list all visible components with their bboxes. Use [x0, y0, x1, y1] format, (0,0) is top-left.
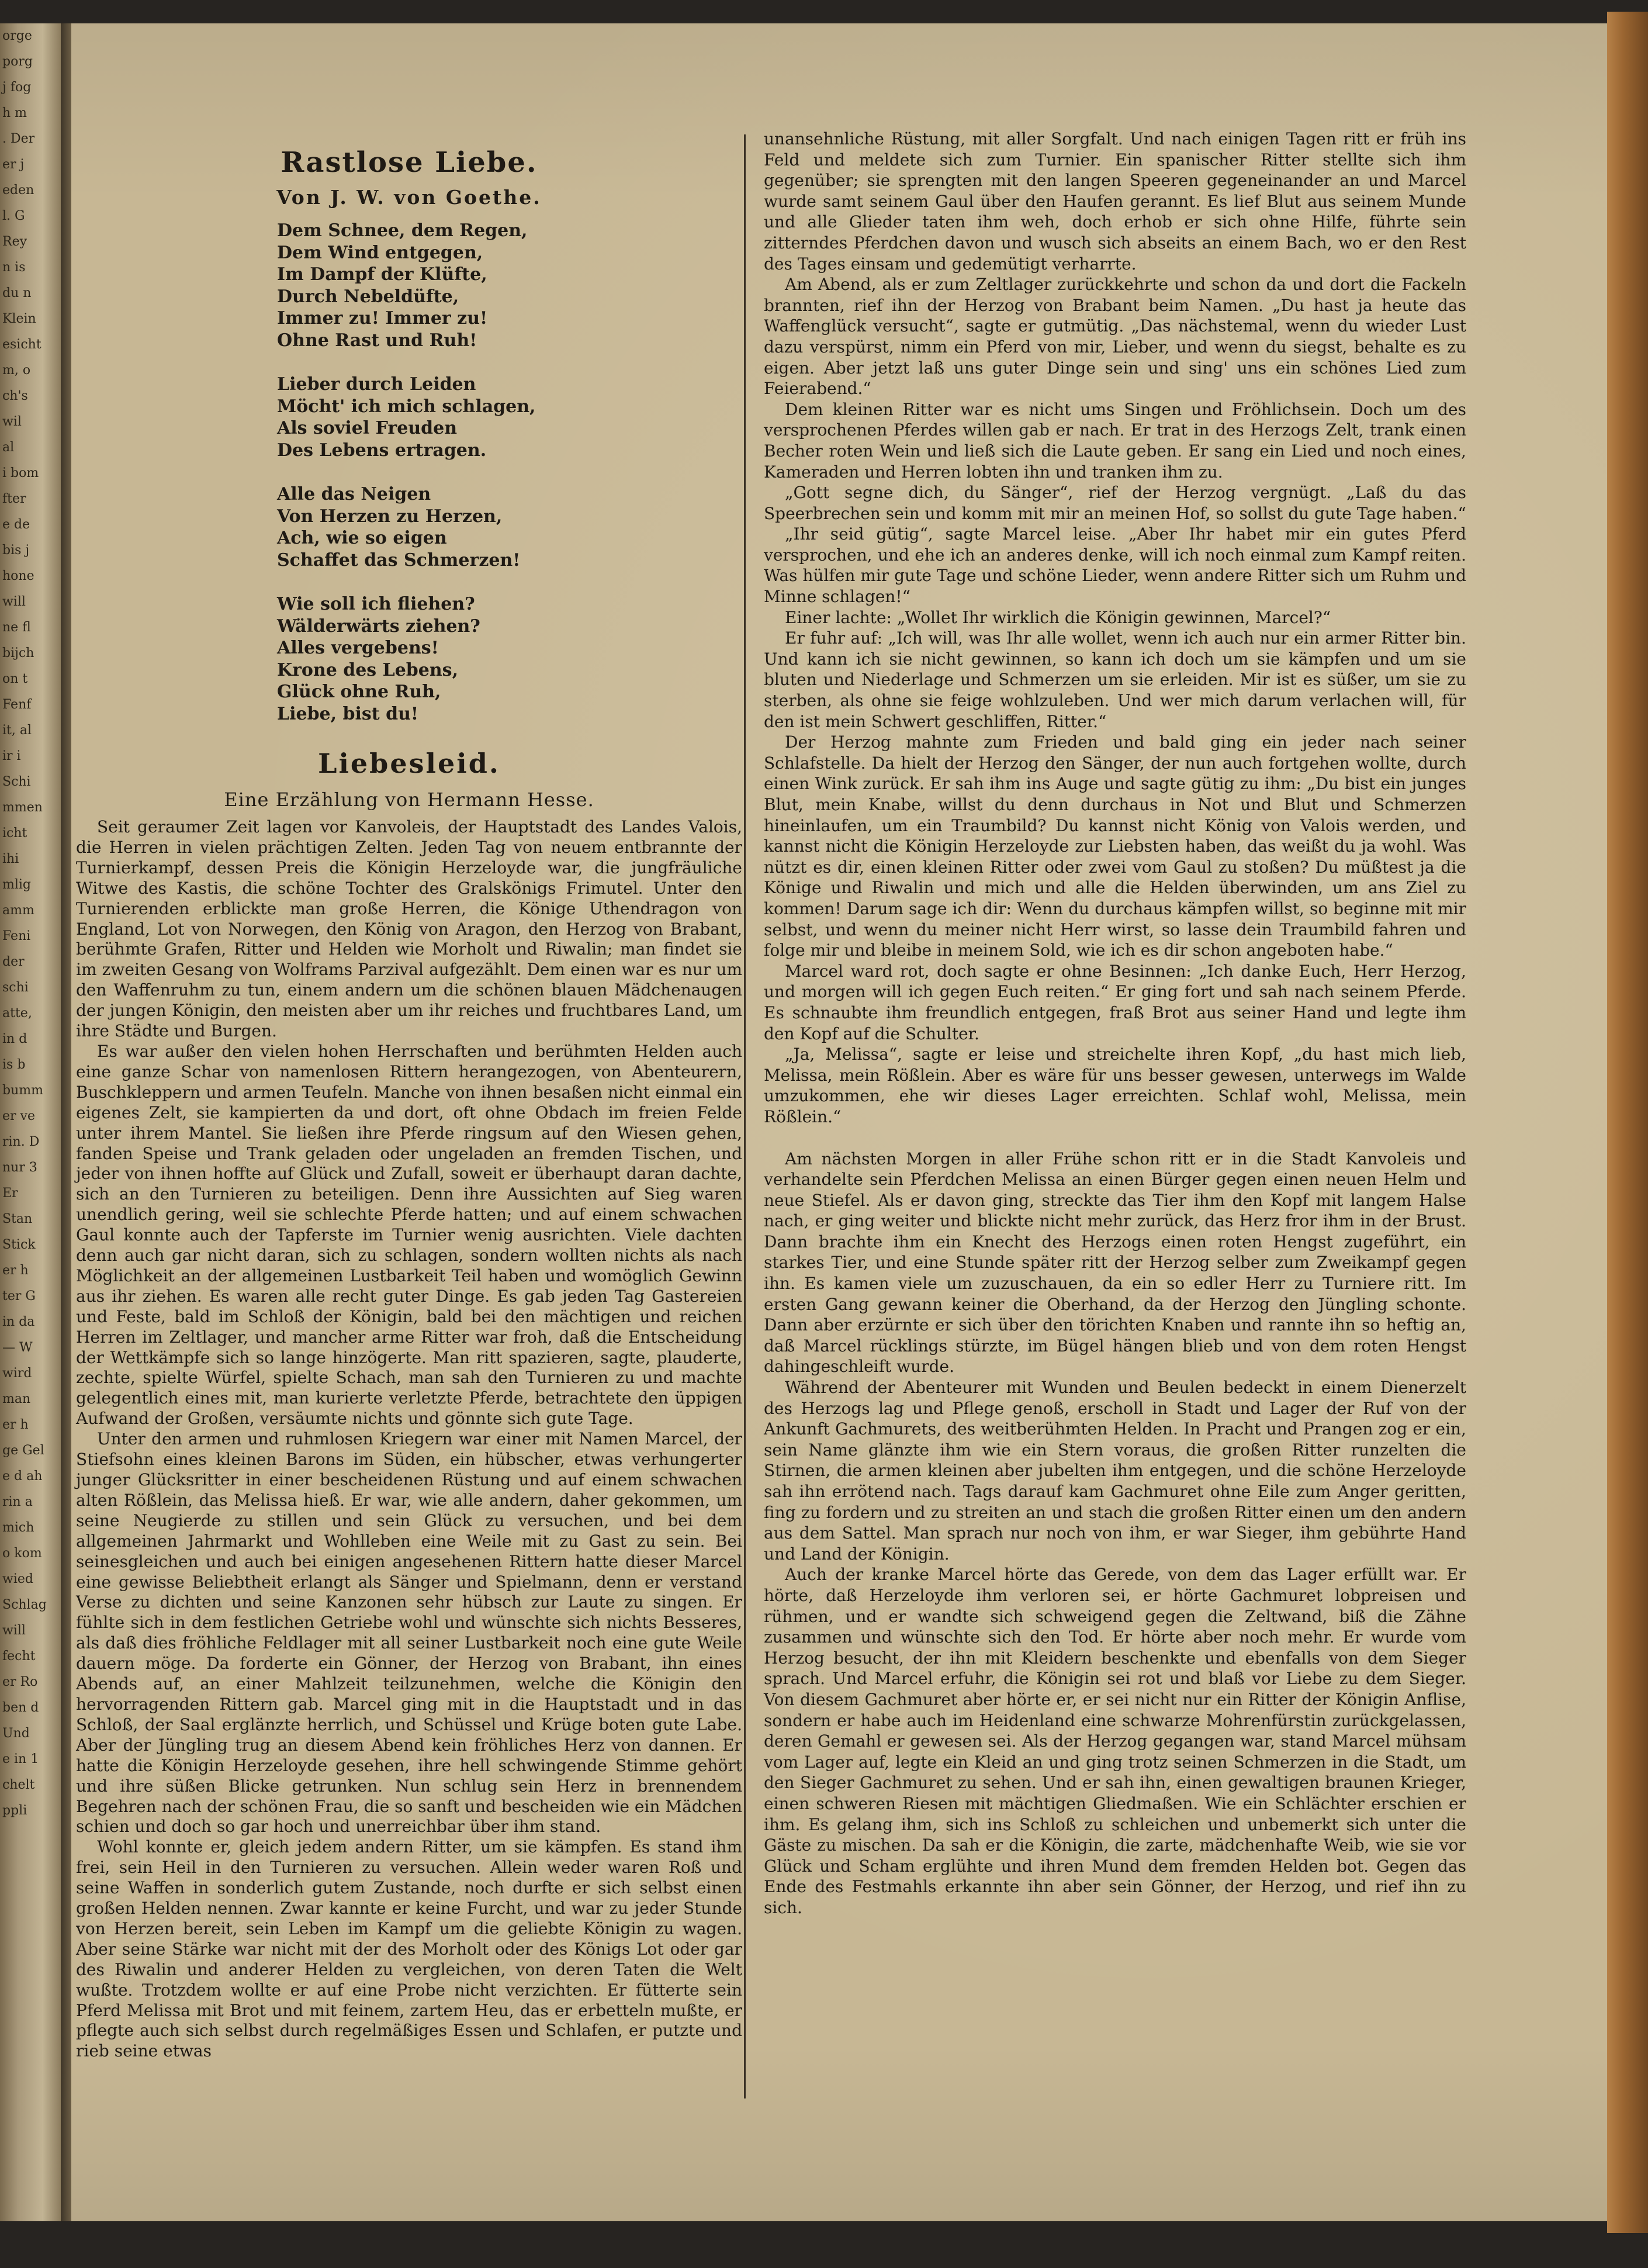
section-gap — [764, 1128, 1466, 1149]
prev-page-fragment: al — [2, 440, 15, 455]
poem-verse: Glück ohne Ruh, — [277, 682, 441, 702]
poem-verse: Dem Wind entgegen, — [277, 242, 483, 263]
prev-page-fragment: mich — [2, 1520, 34, 1535]
prev-page-fragment: rin. D — [2, 1135, 40, 1149]
prev-page-fragment: Stick — [2, 1237, 36, 1252]
poem-verse: Alle das Neigen — [277, 484, 431, 504]
prev-page-fragment: will — [2, 1623, 26, 1638]
prev-page-fragment: is b — [2, 1057, 26, 1072]
prev-page-fragment: er h — [2, 1418, 29, 1432]
prev-page-fragment: wil — [2, 414, 22, 429]
prev-page-fragment: e in 1 — [2, 1752, 39, 1766]
poem-author: Von J. W. von Goethe. — [276, 186, 542, 209]
prev-page-fragment: bumm — [2, 1083, 43, 1098]
poem-verse: Krone des Lebens, — [277, 659, 459, 680]
story-subtitle: Eine Erzählung von Hermann Hesse. — [224, 789, 594, 811]
story-paragraph: Unter den armen und ruhmlosen Kriegern war einer mit Namen Marcel, der Stiefsohn eines kleinen Barons im Süden, ein hübscher, etwas verhungerter junger Glücksritter in einer bescheidenen Rüstung und auf einem schwachen alten Rößlein, das Melissa hieß. Er war, wie alle andern, daher gekommen, um seine Neugierde zu stillen und sein Glück zu versuchen, und bei dem allgemeinen Jahrmarkt und Wohlleben eine Weile mit zu Gast zu sein. Bei seinesgleichen und auch bei einigen angesehenen Rittern hatte dieser Marcel eine gewisse Beliebtheit erlangt als Sänger und Spielmann, denn er verstand Verse zu dichten und seine Kanzonen sehr hübsch zur Laute zu singen. Er fühlte sich in dem festlichen Getriebe wohl und wünschte sich nichts Besseres, als daß dies fröhliche Feldlager mit all seiner Lustbarkeit noch eine gute Weile dauern möge. Da forderte ein Gönner, der Herzog von Brabant, ihn eines Abends auf, an einer Mahlzeit teilzunehmen, welche die Königin den hervorragenden Rittern gab. Marcel ging mit in die Hauptstadt und in das Schloß, der Saal erglänzte herrlich, und Schüssel und Krüge boten gute Labe. Aber der Jüngling trug an diesem Abend kein fröhliches Herz von dannen. Er hatte die Königin Herzeloyde gesehen, ihre hell schwingende Stimme gehört und ihre süßen Blicke getrunken. Nun schlug sein Herz in brennendem Begehren nach der schönen Frau, die so sanft und bescheiden wie ein Mädchen schien und doch so gar hoch und unerreichbar über ihm stand. — [76, 1429, 742, 1837]
prev-page-fragment: hone — [2, 569, 34, 583]
poem-verse: Dem Schnee, dem Regen, — [277, 220, 528, 241]
prev-page-fragment: rin a — [2, 1495, 33, 1509]
prev-page-fragment: l. G — [2, 209, 25, 223]
story-paragraph: Einer lachte: „Wollet Ihr wirklich die Königin gewinnen, Marcel?“ — [785, 607, 1331, 627]
story-paragraph: „Ja, Melissa“, sagte er leise und streichelte ihren Kopf, „du hast mich lieb, Melissa, mein Rößlein. Aber es wäre für uns besser gewesen, unterwegs im Walde umzukommen, ehe wir dieses Lager erreichten. Schlaf wohl, Melissa, mein Rößlein.“ — [764, 1045, 1466, 1126]
prev-page-fragment: ir i — [2, 749, 21, 763]
prev-page-fragment: icht — [2, 826, 27, 841]
poem-stanza — [277, 374, 742, 461]
prev-page-fragment: eden — [2, 183, 34, 198]
story-paragraph: Er fuhr auf: „Ich will, was Ihr alle wollet, wenn ich auch nur ein armer Ritter bin. Und kann ich sie nicht gewinnen, so kann ich doch um sie kämpfen und um sie bluten und Niederlage und Schmerzen um sie erleiden. Mir ist es süßer, um sie zu sterben, als ohne sie feige wohlzuleben. Und wer mich darum verlachen will, für den ist mein Schwert geschliffen, Ritter.“ — [764, 628, 1466, 731]
story-paragraph: Am nächsten Morgen in aller Frühe schon ritt er in die Stadt Kanvoleis und verhandelte sein Pferdchen Melissa an einen Bürger gegen einen neuen Helm und neue Stiefel. Als er davon ging, streckte das Tier ihm den Kopf mit langem Halse nach, er ging weiter und blickte nicht mehr zurück, das Herz fror ihm in der Brust. Dann brachte ihm ein Knecht des Herzogs einen roten Hengst zugeführt, ein starkes Tier, und eine Stunde später ritt der Herzog selber zum Zweikampf gegen ihn. Es kamen viele um zuzuschauen, da ein so edler Herr zu Turniere ritt. Im ersten Gang gewann keiner die Oberhand, da der Herzog den Jüngling schonte. Dann aber erzürnte er sich über den törichten Knaben und rannte ihn so heftig an, daß Marcel rücklings stürzte, im Bügel hängen blieb und von dem roten Hengst dahingeschleift wurde. — [764, 1149, 1466, 1377]
poem-verse: Durch Nebeldüfte, — [277, 286, 459, 307]
poem-verse: Lieber durch Leiden — [277, 374, 476, 395]
poem-verse: Alles vergebens! — [277, 638, 439, 658]
prev-page-fragment: chelt — [2, 1778, 35, 1792]
prev-page-fragment: atte, — [2, 1006, 32, 1021]
prev-page-fragment: bijch — [2, 646, 34, 661]
prev-page-fragment: in d — [2, 1032, 27, 1046]
story-paragraph: Es war außer den vielen hohen Herrschaften und berühmten Helden auch eine ganze Schar von namenlosen Rittern herangezogen, von Abenteurern, Buschkleppern und armen Teufeln. Manche von ihnen besaßen nicht einmal ein eigenes Zelt, sie kampierten da und dort, oft ohne Obdach im freien Felde unter ihrem Mantel. Sie ließen ihre Pferde ringsum auf den Wiesen gehen, fanden Speise und Trank geladen oder ungeladen an fremden Tischen, und jeder von ihnen hoffte auf Glück und Zufall, soweit er überhaupt daran dachte, sich an den Turnieren zu beteiligen. Denn ihre Aussichten auf Sieg waren unendlich gering, weil sie schlechte Pferde hatten; und auf einem schwachen Gaul konnte auch der Tapferste im Turnier wenig ausrichten. Viele dachten denn auch gar nicht daran, sich zu schlagen, sondern wollten nichts als nach Möglichkeit an der allgemeinen Lustbarkeit Teil haben und womöglich Gewinn aus ihr ziehen. Es waren alle recht guter Dinge. Es gab jeden Tag Gastereien und Feste, bald im Schloß der Königin, bald bei den mächtigen und reichen Herren im Zeltlager, und mancher arme Ritter war froh, daß die Entscheidung der Wettkämpfe sich so lange hinzögerte. Man ritt spazieren, sagte, plauderte, zechte, spielte Würfel, spielte Schach, man sah den Turnieren zu und machte gelegentlich eines mit, man kurierte verletzte Pferde, betrachtete den üppigen Aufwand der Großen, versäumte nichts und gönnte sich gute Tage. — [76, 1041, 742, 1429]
prev-page-fragment: it, al — [2, 723, 32, 738]
prev-page-fragment: h m — [2, 106, 27, 120]
poem-verse: Als soviel Freuden — [277, 418, 458, 438]
story-paragraph: unansehnliche Rüstung, mit aller Sorgfalt. Und nach einigen Tagen ritt er früh ins Feld und meldete sich zum Turnier. Ein spanischer Ritter stellte sich ihm gegenüber; sie sprengten mit den langen Speeren gegeneinander an und Marcel wurde samt seinem Gaul über den Haufen gerannt. Es lief Blut aus seinem Munde und alle Glieder taten ihm weh, doch erhob er sich ohne Hilfe, führte sein zitterndes Pferdchen davon und wusch sich abseits an einem Bach, wo er den Rest des Tages einsam und gedemütigt verharrte. — [764, 129, 1466, 274]
poem-stanza — [277, 220, 742, 351]
prev-page-fragment: mmen — [2, 800, 43, 815]
prev-page-fragment: ben d — [2, 1700, 39, 1715]
story-paragraph: Am Abend, als er zum Zeltlager zurückkehrte und schon da und dort die Fackeln brannten, rief ihn der Herzog von Brabant beim Namen. „Du hast ja heute das Waffenglück versucht“, sagte er gutmütig. „Das nächstemal, wenn du wieder Lust dazu verspürst, nimm ein Pferd von mir, Lieber, und wenn du siegst, behalte es zu eigen. Aber jetzt laß uns guter Dinge sein und sing' uns ein schönes Lied zum Feierabend.“ — [764, 275, 1466, 399]
prev-page-fragment: — W — [2, 1340, 33, 1355]
prev-page-fragment: porg — [2, 54, 33, 69]
story-paragraph: Marcel ward rot, doch sagte er ohne Besinnen: „Ich danke Euch, Herr Herzog, und morgen will ich gegen Euch reiten.“ Er ging fort und sah nach seinem Pferde. Es schnaubte ihm freundlich entgegen, fraß Brot aus seiner Hand und legte ihm den Kopf auf die Schulter. — [764, 961, 1466, 1043]
prev-page-fragment: ihi — [2, 852, 19, 866]
story-paragraph: Der Herzog mahnte zum Frieden und bald ging ein jeder nach seiner Schlafstelle. Da hielt der Herzog den Sänger, der nun auch fortgehen wollte, durch einen Wink zurück. Er sah ihm ins Auge und sagte gütig zu ihm: „Du bist ein junges Blut, mein Knabe, willst du denn durchaus in Not und Blut und Schmerzen hineinlaufen, um ein Traumbild? Du kannst nicht König von Valois werden, und kannst nicht die Königin Herzeloyde zur Liebsten haben, das weißt du ja wohl. Was nützt es dir, einen kleinen Ritter oder zwei vom Gaul zu stoßen? Du müßtest ja die Könige und Riwalin und mich und alle die Helden überwinden, um ans Ziel zu kommen! Darum sage ich dir: Wenn du durchaus kämpfen willst, so beginne mit mir selbst, und wenn du meiner nicht Herr wirst, so lasse dein Traumbild fahren und folge mir und bleibe in meinem Sold, wie ich es dir schon angeboten habe.“ — [764, 732, 1466, 960]
prev-page-fragment: Schlag — [2, 1598, 47, 1612]
prev-page-fragment: er j — [2, 157, 25, 172]
prev-page-fragment: Er — [2, 1186, 18, 1201]
prev-page-fragment: mlig — [2, 877, 32, 892]
prev-page-fragment: on t — [2, 672, 28, 686]
prev-page-fragment: bis j — [2, 543, 30, 558]
prev-page-fragment: du n — [2, 286, 32, 300]
prev-page-fragment: wied — [2, 1572, 33, 1586]
poem-verse: Des Lebens ertragen. — [277, 440, 487, 461]
prev-page-fragment: er h — [2, 1263, 29, 1278]
poem-title: Rastlose Liebe. — [281, 146, 538, 179]
poem-body — [76, 220, 742, 725]
prev-page-fragment: . Der — [2, 132, 35, 146]
prev-page-fragment: der — [2, 955, 25, 969]
prev-page-fragment: m, o — [2, 363, 31, 378]
story-paragraph: Wohl konnte er, gleich jedem andern Ritter, um sie kämpfen. Es stand ihm frei, sein Heil in den Turnieren zu versuchen. Allein weder waren Roß und seine Waffen in sonderlich gutem Zustande, noch durfte er sich selbst einen großen Helden nennen. Zwar kannte er keine Furcht, und war zu jeder Stunde von Herzen bereit, sein Leben im Kampf um die geliebte Königin zu wagen. Aber seine Stärke war nicht mit der des Morholt oder des Königs Lot oder gar des Riwalin und anderer Helden zu vergleichen, von deren Taten die Welt wußte. Trotzdem wollte er auf eine Probe nicht verzichten. Er fütterte sein Pferd Melissa mit Brot und mit feinem, zartem Heu, das er erbetteln mußte, er pflegte auch sich selbst durch regelmäßiges Essen und Schlafen, er putzte und rieb seine etwas — [76, 1837, 742, 2061]
prev-page-fragment: in da — [2, 1315, 35, 1329]
prev-page-fragment: e de — [2, 517, 30, 532]
prev-page-fragment: esicht — [2, 337, 41, 352]
prev-page-fragment: amm — [2, 903, 34, 918]
prev-page-fragment: wird — [2, 1366, 32, 1381]
prev-page-fragment: e d ah — [2, 1469, 43, 1484]
poem-stanza — [277, 593, 742, 725]
prev-page-fragment: ch's — [2, 389, 28, 403]
story-left-text — [76, 817, 742, 2062]
poem-verse: Von Herzen zu Herzen, — [277, 506, 503, 527]
story-paragraph: Während der Abenteurer mit Wunden und Beulen bedeckt in einem Dienerzelt des Herzogs lag und Pflege genoß, erscholl in Stadt und Lager der Ruf von der Ankunft Gachmurets, des weitberühmten Helden. In Pracht und Prangen zog er ein, sein Name glänzte ihm wie ein Stern voraus, die großen Ritter runzelten die Stirnen, die armen kleinen aber jubelten ihm entgegen, und die schöne Herzeloyde sah ihn errötend nach. Tags darauf kam Gachmuret ohne Eile zum Anger geritten, fing zu fordern und zu streiten an und stach die großen Ritter einen um den andern aus dem Sattel. Man sprach nur noch von ihm, er war Sieger, ihm gebührte Hand und Land der Königin. — [764, 1378, 1466, 1564]
prev-page-fragment: fter — [2, 492, 26, 506]
story-paragraph: Seit geraumer Zeit lagen vor Kanvoleis, der Hauptstadt des Landes Valois, die Herren in vielen prächtigen Zelten. Jeden Tag von neuem entbrannte der Turnierkampf, dessen Preis die Königin Herzeloyde war, die jungfräuliche Witwe des Kastis, die schöne Tochter des Gralskönigs Frimutel. Unter den Turnierenden erblickte man große Herren, die Könige Uthendragon von England, Lot von Norwegen, den König von Aragon, den Herzog von Brabant, berühmte Grafen, Ritter und Helden wie Morholt und Riwalin; man findet sie im zweiten Gesang von Wolframs Parzival aufgezählt. Dem einen war es nur um den Waffenruhm zu tun, einem andern um die schönen blauen Mädchenaugen der jungen Königin, den meisten aber um ihr reiches und fruchtbares Land, um ihre Städte und Burgen. — [76, 817, 742, 1041]
prev-page-fragment: Stan — [2, 1212, 33, 1226]
prev-page-fragment: Schi — [2, 775, 31, 789]
book-edge-right — [1607, 12, 1648, 2233]
story-paragraph: Dem kleinen Ritter war es nicht ums Singen und Fröhlichsein. Doch um des versprochenen Pferdes willen gab er nach. Er trat in des Herzogs Zelt, trank einen Becher roten Wein und ließ sich die Laute geben. Er sang ein Lied und noch eines, Kameraden und Herren lobten ihn und tranken ihm zu. — [764, 399, 1466, 482]
poem-verse: Möcht' ich mich schlagen, — [277, 396, 536, 417]
story-right-text — [764, 129, 1466, 1918]
poem-stanza — [277, 483, 742, 571]
prev-page-fragment: Klein — [2, 312, 36, 326]
prev-page-fragment: ter G — [2, 1289, 36, 1304]
prev-page-fragment: ppli — [2, 1803, 27, 1818]
prev-page-fragment: will — [2, 594, 26, 609]
prev-page-fragment: er Ro — [2, 1675, 38, 1689]
poem-verse: Ach, wie so eigen — [277, 528, 447, 548]
prev-page-fragment: Rey — [2, 234, 27, 249]
poem-verse: Wälderwärts ziehen? — [277, 616, 480, 637]
story-title: Liebesleid. — [318, 748, 500, 779]
prev-page-fragment: schi — [2, 980, 29, 995]
prev-page-fragment: n is — [2, 260, 26, 275]
left-column — [76, 146, 742, 2062]
story-paragraph: Auch der kranke Marcel hörte das Gerede, von dem das Lager erfüllt war. Er hörte, daß Herzeloyde ihm verloren sei, er hörte Gachmuret lobpreisen und rühmen, und er wandte sich schweigend gegen die Zeltwand, biß die Zähne zusammen und wünschte sich den Tod. Er hörte aber noch mehr. Er wurde vom Herzog besucht, der ihn mit Kleidern beschenkte und ebenfalls von dem Sieger sprach. Und Marcel erfuhr, die Königin sei rot und blaß vor Liebe zu dem Sieger. Von diesem Gachmuret aber hörte er, er sei nicht nur ein Ritter der Königin Anflise, sondern er habe auch im Heidenland eine schwarze Mohrenfürstin zurückgelassen, deren Gemahl er gewesen sei. Als der Herzog gegangen war, stand Marcel mühsam vom Lager auf, legte ein Kleid an und ging trotz seinen Schmerzen in die Stadt, um den Sieger Gachmuret zu sehen. Und er sah ihn, einen gewaltigen braunen Krieger, einen schweren Riesen mit mächtigen Gliedmaßen. Wie ein Schlächter erschien er ihm. Es gelang ihm, sich ins Schloß zu schleichen und unbemerkt sich unter die Gäste zu mischen. Da sah er die Königin, die zarte, mädchenhafte Weib, wie sie vor Glück und Scham erglühte und ihren Mund dem fremden Helden bot. Gegen das Ende des Festmahls erkannte ihn aber sein Gönner, der Herzog, und rief ihn zu sich. — [764, 1565, 1466, 1917]
previous-page-edge — [0, 23, 61, 2221]
prev-page-fragment: i bom — [2, 466, 39, 480]
poem-verse: Ohne Rast und Ruh! — [277, 330, 477, 351]
prev-page-fragment: nur 3 — [2, 1160, 37, 1175]
prev-page-fragment: orge — [2, 29, 32, 43]
poem-verse: Im Dampf der Klüfte, — [277, 264, 487, 285]
column-divider — [744, 134, 746, 2098]
story-paragraph: „Ihr seid gütig“, sagte Marcel leise. „Aber Ihr habet mir ein gutes Pferd versprochen, und ehe ich an anderes denke, will ich noch einmal zum Kampf reiten. Was hülfen mir gute Tage und schöne Lieder, wenn andere Ritter sich um Ruhm und Minne schlagen!“ — [764, 524, 1466, 607]
prev-page-fragment: ge Gel — [2, 1443, 44, 1458]
prev-page-fragment: Feni — [2, 929, 31, 943]
prev-page-fragment: o kom — [2, 1546, 42, 1561]
story-paragraph: „Gott segne dich, du Sänger“, rief der Herzog vergnügt. „Laß du das Speerbrechen sein und komm mit mir an meinen Hof, so sollst du gute Tage haben.“ — [764, 483, 1466, 523]
prev-page-fragment: j fog — [2, 80, 32, 95]
prev-page-fragment: Und — [2, 1726, 30, 1741]
prev-page-fragment: ne fl — [2, 620, 31, 635]
poem-verse: Wie soll ich fliehen? — [277, 594, 475, 614]
prev-page-fragment: fecht — [2, 1649, 36, 1664]
prev-page-fragment: man — [2, 1392, 31, 1406]
book-gutter — [61, 23, 71, 2221]
poem-verse: Schaffet das Schmerzen! — [277, 549, 521, 571]
right-column — [764, 129, 1466, 1918]
prev-page-fragment: er ve — [2, 1109, 35, 1123]
poem-verse: Immer zu! Immer zu! — [277, 308, 488, 329]
poem-verse: Liebe, bist du! — [277, 703, 419, 724]
prev-page-fragment: Fenf — [2, 697, 32, 712]
